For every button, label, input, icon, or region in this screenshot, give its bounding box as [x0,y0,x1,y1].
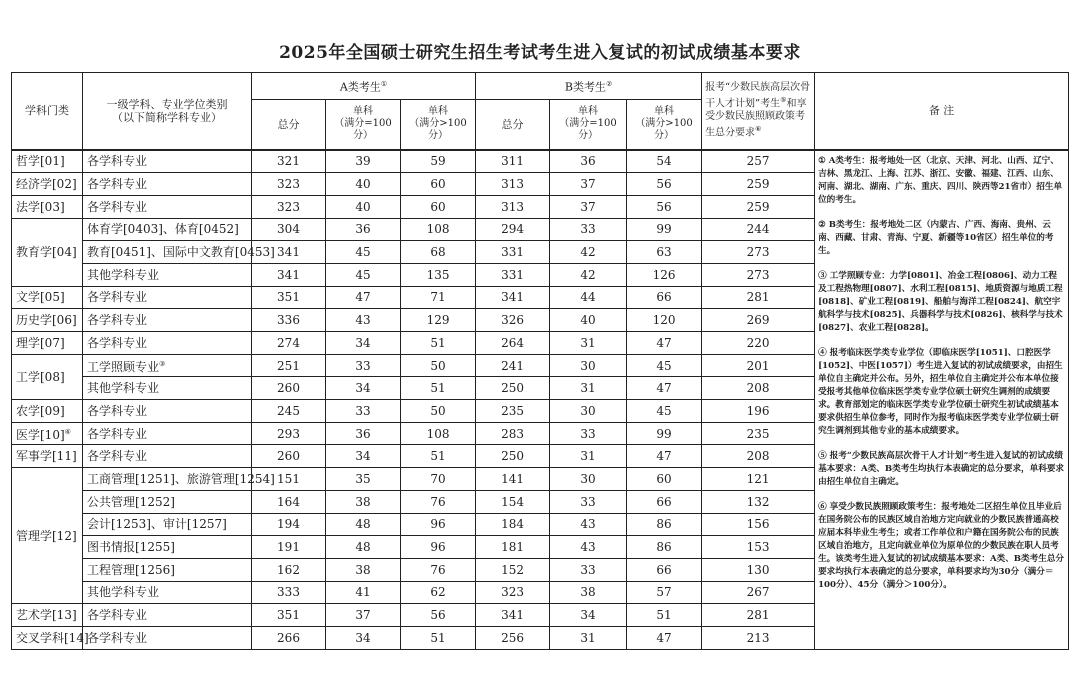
a-total-cell: 351 [252,604,326,627]
b-total-cell: 256 [476,626,550,649]
header-a-single1-l2: （满分=100分） [334,118,392,142]
subject-cell [83,422,252,445]
a-single-100-cell: 45 [326,241,401,264]
b-single-100-cell: 33 [550,218,627,241]
b-single-over100-cell: 66 [627,286,702,309]
subject-cell [83,445,252,468]
category-cell [12,445,83,468]
header-b-single1-l2: （满分=100分） [559,118,617,142]
b-single-100-cell: 42 [550,241,627,264]
b-total-cell: 326 [476,309,550,332]
a-single-100-cell: 33 [326,400,401,423]
header-group-a-label: A类考生 [339,80,381,94]
special-total-cell: 244 [702,218,815,241]
special-total-cell: 201 [702,354,815,377]
category-cell [12,626,89,649]
b-total-cell: 294 [476,218,550,241]
category-cell [12,332,83,355]
b-single-100-cell: 44 [550,286,627,309]
a-single-over100-cell: 50 [401,354,476,377]
b-total-cell: 341 [476,286,550,309]
b-single-100-cell: 43 [550,513,627,536]
subject-cell [83,468,275,491]
a-total-cell: 164 [252,490,326,513]
b-single-100-cell: 31 [550,332,627,355]
subject-label: 各学科专业 [87,426,148,441]
a-single-over100-cell: 76 [401,490,476,513]
category-cell [12,195,83,218]
a-total-cell: 266 [252,626,326,649]
a-single-over100-cell: 96 [401,513,476,536]
b-total-cell: 235 [476,400,550,423]
header-remarks: 备 注 [815,73,1069,150]
subject-label: 各学科专业 [87,449,148,464]
a-single-100-cell: 43 [326,309,401,332]
a-single-100-cell: 41 [326,581,401,604]
special-total-cell: 121 [702,468,815,491]
a-single-over100-cell: 51 [401,626,476,649]
a-single-over100-cell: 60 [401,195,476,218]
header-category: 学科门类 [12,73,83,150]
header-b-total: 总分 [476,100,550,150]
category-cell [12,173,83,196]
b-total-cell: 184 [476,513,550,536]
header-b-single1 [550,100,627,150]
special-total-cell: 156 [702,513,815,536]
a-single-over100-cell: 60 [401,173,476,196]
category-label: 艺术学[13] [16,608,77,623]
header-group-b [476,73,702,100]
b-single-100-cell: 31 [550,377,627,400]
remark-note: ① A类考生：报考地处一区（北京、天津、河北、山西、辽宁、吉林、黑龙江、上海、江苏、浙江、安徽、福建、江西、山东、河南、湖北、湖南、广东、重庆、四川、陕西等21省市）招生单位的考生。 [818,155,1063,205]
a-single-100-cell: 40 [326,173,401,196]
b-total-cell: 250 [476,445,550,468]
category-label: 工学[08] [16,369,65,384]
a-total-cell: 293 [252,422,326,445]
special-total-cell: 259 [702,195,815,218]
a-single-100-cell: 34 [326,626,401,649]
subject-label: 各学科专业 [87,199,148,214]
b-single-over100-cell: 63 [627,241,702,264]
subject-label: 工学照顾专业 [87,360,160,375]
header-special-mark1: ⑤ [780,96,787,105]
b-total-cell: 341 [476,604,550,627]
remark-note: ⑥ 享受少数民族照顾政策考生：报考地处二区招生单位且毕业后在国务院公布的民族区域自治地方定向就业的少数民族普通高校应届本科毕业生考生；或者工作单位和户籍在国务院公布的民族区域自治地方，且定向就业单位为原单位的少数民族在职人员考生。该类考生进入复试的初试成绩基本要求：A类、B类考生总分要求均执行本表确定的总分要求，单科要求均为30分（满分＝100分）、45分（满分＞100分）。 [818,501,1065,590]
header-group-b-label: B类考生 [564,80,606,94]
subject-cell [83,263,252,286]
a-single-100-cell: 39 [326,150,401,173]
category-cell [12,604,83,627]
b-single-100-cell: 36 [550,150,627,173]
subject-label: 其他学科专业 [87,381,160,396]
subject-label: 教育[0451]、国际中文教育[0453] [87,245,275,260]
b-single-over100-cell: 99 [627,218,702,241]
a-single-over100-cell: 51 [401,332,476,355]
a-single-over100-cell: 56 [401,604,476,627]
a-total-cell: 194 [252,513,326,536]
special-total-cell: 281 [702,286,815,309]
subject-label: 其他学科专业 [87,267,160,282]
a-single-over100-cell: 135 [401,263,476,286]
subject-cell [83,400,252,423]
b-single-100-cell: 33 [550,558,627,581]
special-total-cell: 220 [702,332,815,355]
b-single-over100-cell: 57 [627,581,702,604]
a-single-100-cell: 36 [326,422,401,445]
a-single-over100-cell: 108 [401,422,476,445]
header-b-single2-l1: 单科 [654,106,675,118]
b-total-cell: 241 [476,354,550,377]
b-single-100-cell: 30 [550,400,627,423]
category-label: 教育学[04] [16,245,77,260]
a-total-cell: 162 [252,558,326,581]
a-single-100-cell: 37 [326,604,401,627]
a-single-100-cell: 38 [326,558,401,581]
a-single-over100-cell: 59 [401,150,476,173]
category-cell [12,150,83,173]
a-single-100-cell: 48 [326,513,401,536]
b-single-over100-cell: 45 [627,354,702,377]
category-cell [12,468,83,604]
special-total-cell: 257 [702,150,815,173]
header-a-single2-l2: （满分>100分） [409,118,467,142]
header-a-single1-l1: 单科 [353,106,373,118]
a-total-cell: 323 [252,173,326,196]
b-total-cell: 331 [476,241,550,264]
header-a-single1 [326,100,401,150]
a-single-100-cell: 36 [326,218,401,241]
subject-cell [83,536,252,559]
subject-label: 各学科专业 [87,154,148,169]
subject-label: 工程管理[1256] [87,562,175,577]
a-single-100-cell: 35 [326,468,401,491]
special-total-cell: 208 [702,445,815,468]
category-label: 文学[05] [16,290,65,305]
b-single-100-cell: 33 [550,422,627,445]
subject-label: 各学科专业 [87,313,148,328]
category-cell [12,218,83,286]
b-single-over100-cell: 47 [627,377,702,400]
b-single-over100-cell: 86 [627,536,702,559]
b-single-over100-cell: 56 [627,195,702,218]
subject-label: 各学科专业 [87,630,148,645]
b-total-cell: 154 [476,490,550,513]
category-label: 交叉学科[14] [16,630,89,645]
special-total-cell: 208 [702,377,815,400]
header-group-a [252,73,476,100]
b-single-100-cell: 31 [550,445,627,468]
header-group-a-mark: ① [380,80,388,89]
b-single-100-cell: 38 [550,581,627,604]
a-total-cell: 245 [252,400,326,423]
a-total-cell: 260 [252,445,326,468]
category-label: 法学[03] [16,199,65,214]
subject-cell [83,354,252,377]
a-single-100-cell: 33 [326,354,401,377]
special-total-cell: 267 [702,581,815,604]
category-cell [12,286,83,309]
b-total-cell: 141 [476,468,550,491]
subject-cell [83,173,252,196]
b-total-cell: 264 [476,332,550,355]
a-single-100-cell: 34 [326,445,401,468]
a-total-cell: 251 [252,354,326,377]
special-total-cell: 269 [702,309,815,332]
b-single-100-cell: 37 [550,195,627,218]
a-single-over100-cell: 62 [401,581,476,604]
category-cell [12,309,83,332]
subject-cell [83,604,252,627]
subject-label: 会计[1253]、审计[1257] [87,517,227,532]
b-single-100-cell: 42 [550,263,627,286]
header-special [702,73,815,150]
b-single-100-cell: 40 [550,309,627,332]
subject-cell [83,558,252,581]
b-single-100-cell: 43 [550,536,627,559]
remarks-cell [815,150,1069,650]
subject-label: 图书情报[1255] [87,540,175,555]
a-total-cell: 333 [252,581,326,604]
special-total-cell: 130 [702,558,815,581]
category-cell [12,400,83,423]
subject-label: 工商管理[1251]、旅游管理[1254] [87,471,275,486]
a-single-100-cell: 47 [326,286,401,309]
subject-label: 各学科专业 [87,177,148,192]
header-b-single1-l1: 单科 [578,106,599,118]
a-total-cell: 336 [252,309,326,332]
subject-label: 各学科专业 [87,403,148,418]
header-b-single2-l2: （满分>100分） [635,118,693,142]
special-total-cell: 153 [702,536,815,559]
header-special-text1: 报考“少数民族高层次骨干人才计划”考生 [705,82,811,110]
a-total-cell: 341 [252,241,326,264]
subject-label: 体育学[0403]、体育[0452] [87,222,239,237]
special-total-cell: 213 [702,626,815,649]
b-single-over100-cell: 51 [627,604,702,627]
b-single-over100-cell: 66 [627,490,702,513]
subject-label: 各学科专业 [87,290,148,305]
remark-note: ④ 报考临床医学类专业学位（即临床医学[1051]、口腔医学[1052]、中医[1057]）考生进入复试的初试成绩要求，由招生单位自主确定并公布。另外，招生单位自主确定并公布本单位接受报考其他单位临床医学类专业学位硕士研究生调剂的成绩要求。教育部划定的临床医学类专业学位硕士研究生初试成绩基本要求供招生单位参考，同时作为报考临床医学类专业学位硕士研究生调剂到其他专业的基本成绩要求。 [818,347,1063,436]
header-subject-line2: （以下简称学科专业） [112,110,222,124]
category-label: 医学[10] [16,428,65,443]
b-total-cell: 313 [476,195,550,218]
b-total-cell: 250 [476,377,550,400]
a-single-over100-cell: 76 [401,558,476,581]
b-single-over100-cell: 54 [627,150,702,173]
header-a-single2 [401,100,476,150]
subject-cell [83,218,252,241]
b-single-over100-cell: 60 [627,468,702,491]
b-single-over100-cell: 47 [627,332,702,355]
subject-cell [83,332,252,355]
b-single-100-cell: 31 [550,626,627,649]
a-total-cell: 321 [252,150,326,173]
remark-note: ② B类考生：报考地处二区（内蒙古、广西、海南、贵州、云南、西藏、甘肃、青海、宁夏、新疆等10省区）招生单位的考生。 [818,219,1054,256]
b-single-over100-cell: 66 [627,558,702,581]
header-subject-line1: 一级学科、专业学位类别 [106,97,228,111]
header-special-mark2: ⑥ [755,124,762,133]
subject-label: 其他学科专业 [87,585,160,600]
category-label: 哲学[01] [16,154,65,169]
subject-cell [83,241,275,264]
a-total-cell: 304 [252,218,326,241]
a-single-over100-cell: 51 [401,445,476,468]
b-single-over100-cell: 126 [627,263,702,286]
a-total-cell: 274 [252,332,326,355]
b-single-over100-cell: 120 [627,309,702,332]
special-total-cell: 273 [702,241,815,264]
b-total-cell: 283 [476,422,550,445]
category-label: 军事学[11] [16,449,77,464]
category-label: 农学[09] [16,403,65,418]
special-total-cell: 281 [702,604,815,627]
a-single-100-cell: 45 [326,263,401,286]
header-special-text2: 和享受少数民族照顾政策考生总分要求 [705,98,807,139]
b-single-100-cell: 30 [550,468,627,491]
b-single-over100-cell: 99 [627,422,702,445]
special-total-cell: 273 [702,263,815,286]
header-a-single2-l1: 单科 [428,106,449,118]
page-title: 2025年全国硕士研究生招生考试考生进入复试的初试成绩基本要求 [279,43,801,63]
header-group-b-mark: ② [605,80,613,89]
a-total-cell: 151 [252,468,326,491]
subject-label: 各学科专业 [87,608,148,623]
category-cell [12,422,83,445]
remark-note: ③ 工学照顾专业：力学[0801]、冶金工程[0806]、动力工程及工程热物理[0807]、水利工程[0815]、地质资源与地质工程[0818]、矿业工程[0819]、船舶与海洋工程[0824]、航空宇航科学与技术[0825]、兵器科学与技术[0826]、核科学与技术[0827]、农业工程[0828]。 [818,270,1063,333]
special-total-cell: 196 [702,400,815,423]
table-body [12,150,1069,650]
a-single-100-cell: 34 [326,377,401,400]
a-total-cell: 191 [252,536,326,559]
a-single-over100-cell: 96 [401,536,476,559]
a-single-over100-cell: 70 [401,468,476,491]
b-total-cell: 152 [476,558,550,581]
a-total-cell: 260 [252,377,326,400]
a-single-over100-cell: 108 [401,218,476,241]
a-single-100-cell: 40 [326,195,401,218]
table-row [12,150,1069,173]
a-single-over100-cell: 71 [401,286,476,309]
b-single-over100-cell: 86 [627,513,702,536]
b-single-over100-cell: 56 [627,173,702,196]
subject-cell [83,626,252,649]
a-total-cell: 351 [252,286,326,309]
a-total-cell: 323 [252,195,326,218]
subject-cell [83,490,252,513]
a-single-over100-cell: 51 [401,377,476,400]
subject-mark: ③ [159,360,166,369]
special-total-cell: 259 [702,173,815,196]
special-total-cell: 132 [702,490,815,513]
b-total-cell: 181 [476,536,550,559]
b-single-over100-cell: 47 [627,626,702,649]
b-total-cell: 323 [476,581,550,604]
score-table [11,72,1069,650]
a-total-cell: 341 [252,263,326,286]
b-total-cell: 331 [476,263,550,286]
subject-cell [83,377,252,400]
a-single-over100-cell: 129 [401,309,476,332]
subject-cell [83,150,252,173]
b-single-over100-cell: 45 [627,400,702,423]
b-single-100-cell: 37 [550,173,627,196]
subject-cell [83,513,252,536]
header-b-single2 [627,100,702,150]
subject-cell [83,309,252,332]
subject-label: 公共管理[1252] [87,494,175,509]
subject-cell [83,195,252,218]
category-cell [12,354,83,399]
category-label: 管理学[12] [16,528,77,543]
category-label: 历史学[06] [16,313,77,328]
a-single-100-cell: 38 [326,490,401,513]
subject-cell [83,581,252,604]
category-label: 理学[07] [16,335,65,350]
a-single-100-cell: 34 [326,332,401,355]
category-label: 经济学[02] [16,177,77,192]
header-a-total: 总分 [252,100,326,150]
a-single-over100-cell: 50 [401,400,476,423]
a-single-over100-cell: 68 [401,241,476,264]
b-single-over100-cell: 47 [627,445,702,468]
category-mark: ④ [64,428,71,437]
a-single-100-cell: 48 [326,536,401,559]
special-total-cell: 235 [702,422,815,445]
b-total-cell: 313 [476,173,550,196]
header-subject [83,73,252,150]
subject-cell [83,286,252,309]
b-single-100-cell: 33 [550,490,627,513]
b-total-cell: 311 [476,150,550,173]
subject-label: 各学科专业 [87,335,148,350]
remark-note: ⑤ 报考“少数民族高层次骨干人才计划”考生进入复试的初试成绩基本要求：A类、B类考生均执行本表确定的总分要求，单科要求由招生单位自主确定。 [818,450,1065,487]
b-single-100-cell: 30 [550,354,627,377]
b-single-100-cell: 34 [550,604,627,627]
